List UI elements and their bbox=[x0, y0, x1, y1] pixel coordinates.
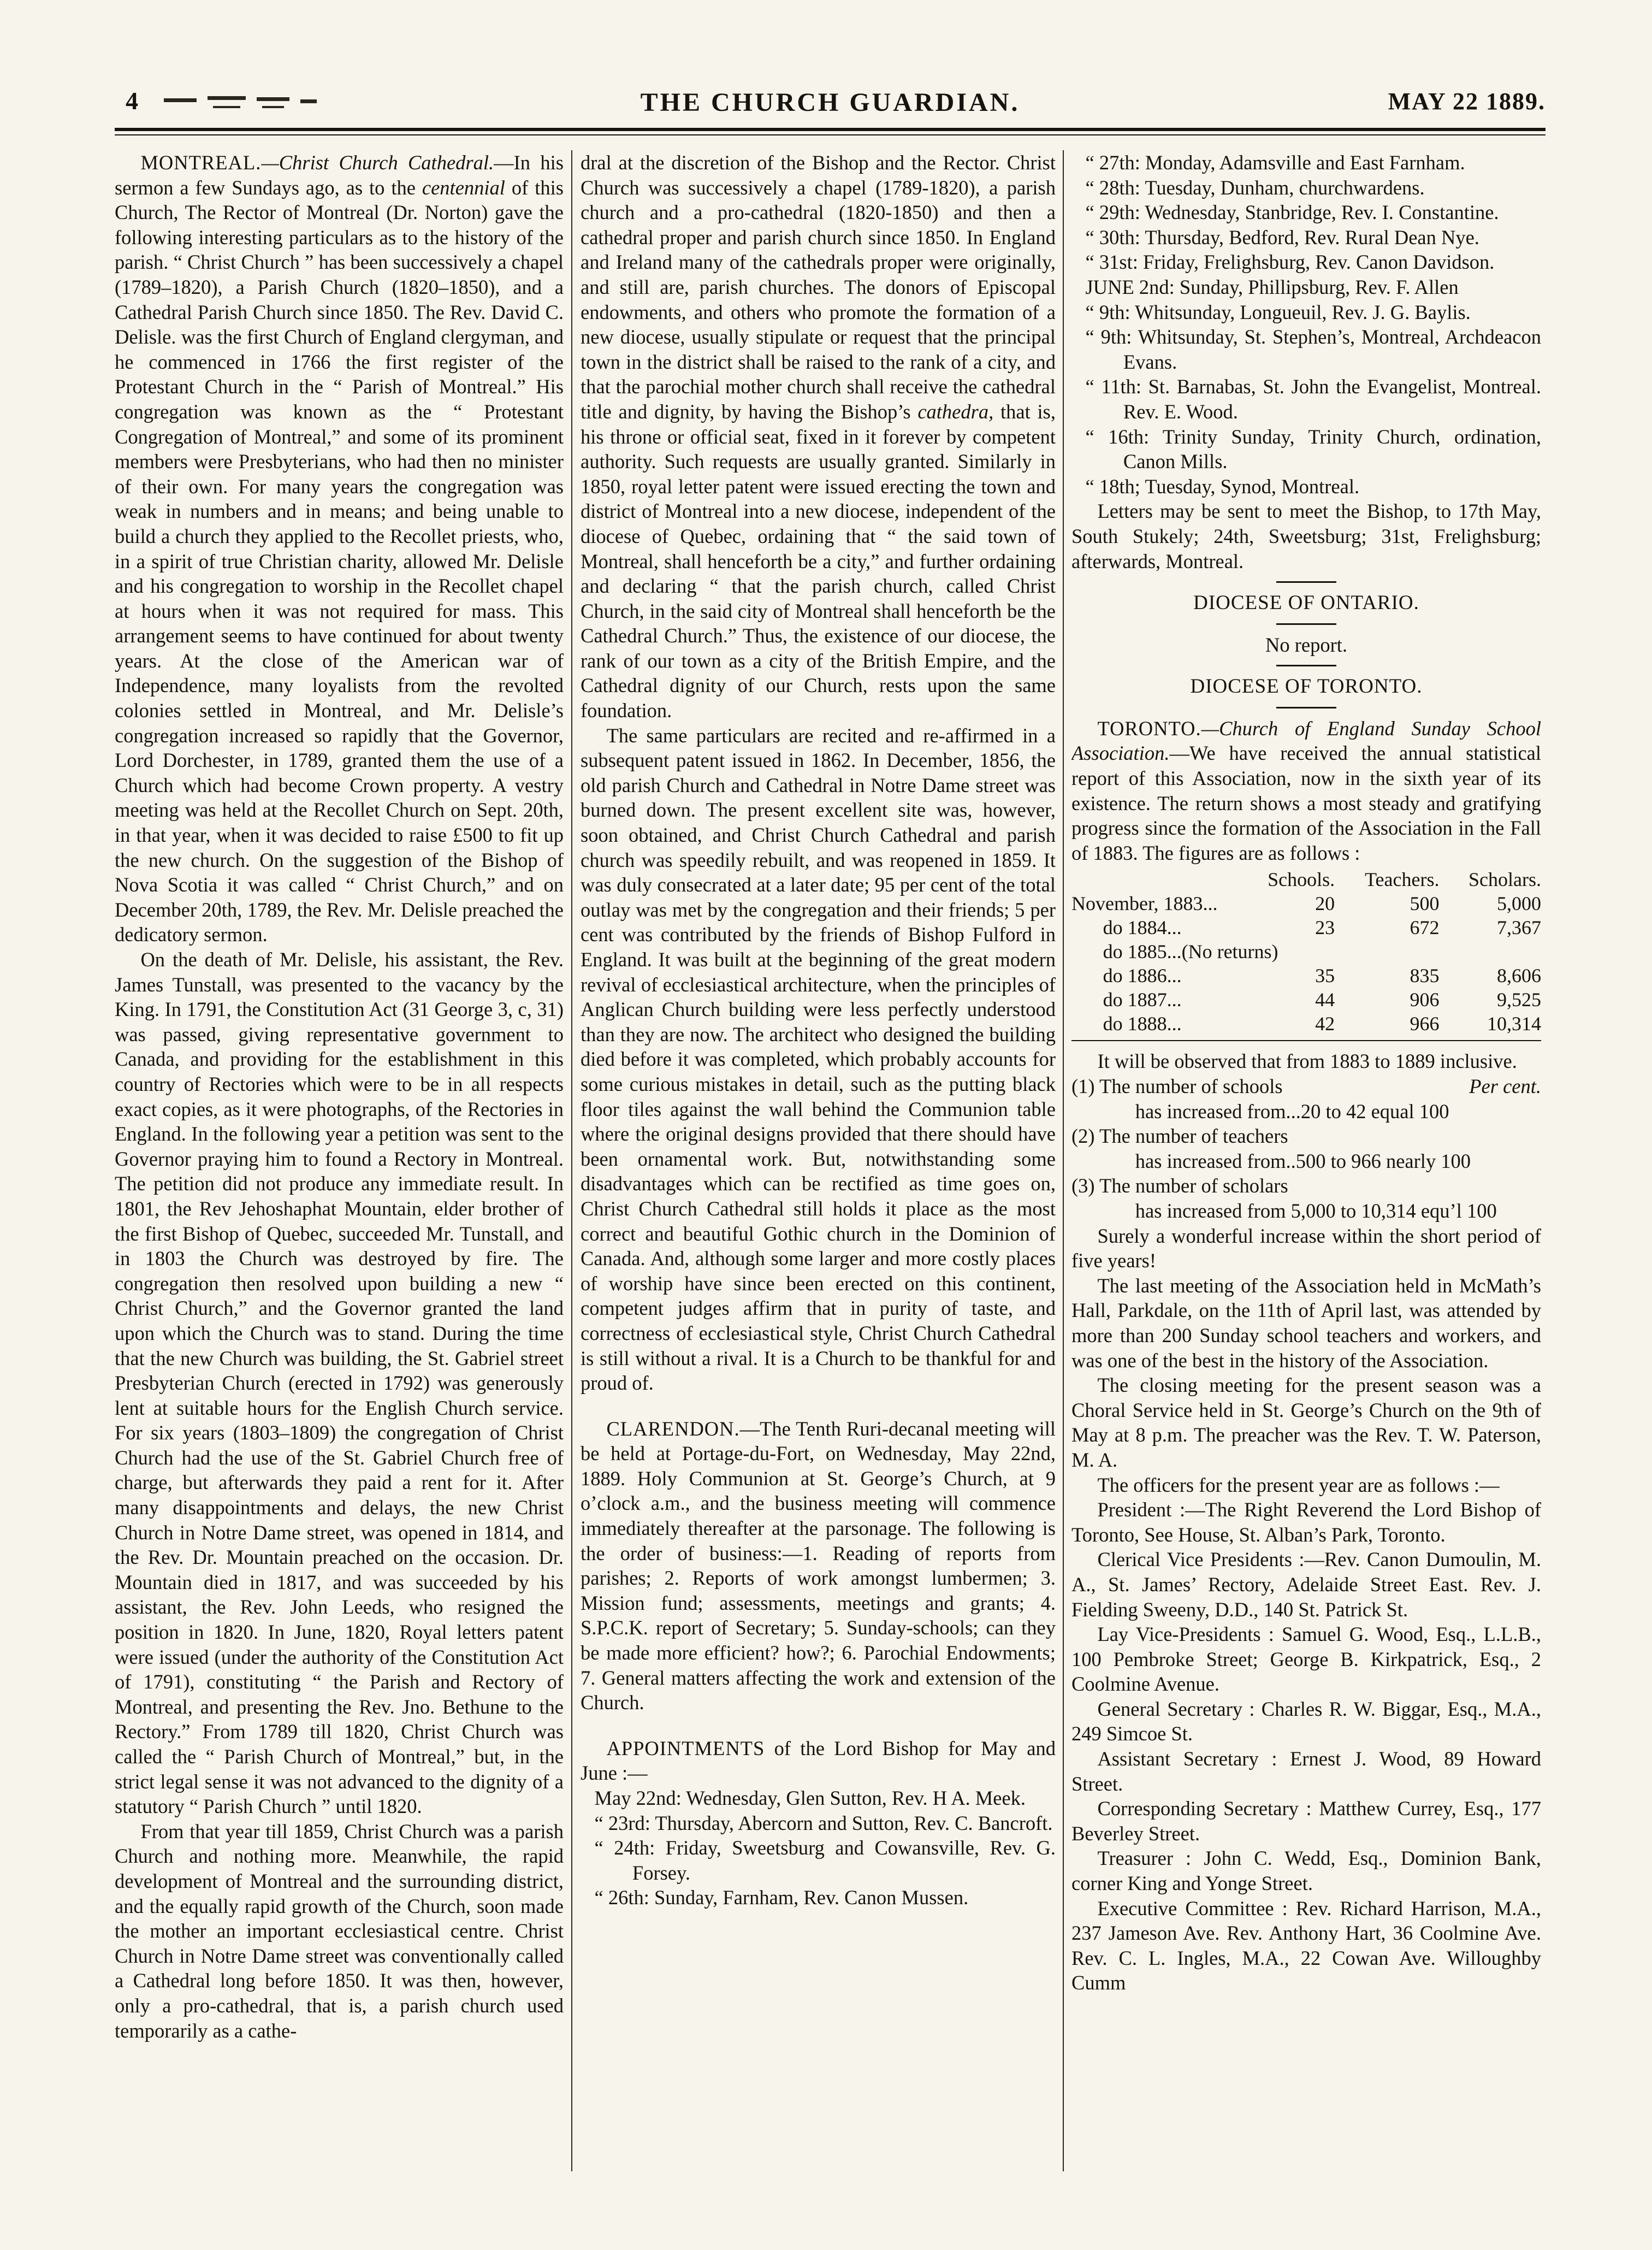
table-row bbox=[1071, 940, 1541, 964]
observed-note: It will be observed that from 1883 to 1889 inclusive. bbox=[1097, 1050, 1517, 1073]
column-divider bbox=[571, 150, 572, 2171]
statistics-table bbox=[1071, 867, 1541, 1036]
officer-item: Executive Committee : Rev. Richard Harrison, M.A., 237 Jameson Ave. Rev. Anthony Hart, 36 Coolmine Ave. Rev. C. L. Ingles, M.A., 22 Cowan Ave. Willoughby Cumm bbox=[1071, 1897, 1541, 1994]
masthead bbox=[115, 82, 1546, 147]
table-cell: 10,314 bbox=[1487, 1013, 1541, 1035]
text-run: —In his sermon a few Sundays ago, as to the bbox=[115, 151, 564, 199]
text-run: of the Lord Bishop for May and June :— bbox=[581, 1737, 1056, 1785]
percent-label: Per cent. bbox=[1469, 1075, 1541, 1098]
table-cell: 966 bbox=[1410, 1013, 1440, 1035]
table-cell: 7,367 bbox=[1497, 917, 1541, 939]
point-detail: has increased from..500 to 966 nearly 100 bbox=[1135, 1149, 1471, 1172]
appointments-intro bbox=[581, 1736, 1056, 1786]
table-cell: do 1884... bbox=[1103, 917, 1182, 939]
appointment-item: JUNE 2nd: Sunday, Phillipsburg, Rev. F. Allen bbox=[1085, 275, 1459, 298]
table-row bbox=[1071, 988, 1541, 1012]
closing-meeting-note: The closing meeting for the present season was a Choral Service held in St. George’s Church on the 9th of May at 8 p.m. The preacher was the Rev. T. W. Paterson, M. A. bbox=[1071, 1374, 1541, 1471]
montreal-article-p2: On the death of Mr. Delisle, his assistant, the Rev. James Tunstall, was presented to the vacancy by the King. In 1791, the Constitution Act (31 George 3, c, 31) was passed, giving representative government to Canada, and providing for the establishment in this country of Rectories which were to be in all respects exact copies, as it were photographs, of the Rectories in England. In the following year a petition was sent to the Governor praying him to found a Rectory in Montreal. The petition did not produce any immediate result. In 1801, the Rev Jehoshaphat Mountain, elder brother of the first Bishop of Quebec, succeeded Mr. Tunstall, and in 1803 the Church was destroyed by fire. The congregation then resolved upon building a new “ Christ Church,” and the Governor granted the land upon which the Church was to stand. During the time that the new Church was building, the St. Gabriel street Presbyterian Church (erected in 1792) was generously lent at suitable hours for the English Church service. For six years (1803–1809) the congregation of Christ Church had the use of the St. Gabriel Church free of charge, but afterwards they paid a rent for it. After many disappointments and delays, the new Christ Church in Notre Dame street, was opened in 1814, and the Rev. Dr. Mountain preached on the occasion. Dr. Mountain died in 1817, and was succeeded by his assistant, the Rev. John Leeds, who resigned the position in 1820. In June, 1820, Royal letters patent were issued (under the authority of the Constitution Act of 1791), constituting “ the Parish and Rectory of Montreal, and presenting the Rev. Jno. Bethune to the Rectory.” From 1789 till 1820, Christ Church was called the “ Parish Church of Montreal,” but, in the strict legal sense it was not advanced to the dignity of a statutory “ Parish Church ” until 1820. bbox=[115, 948, 564, 1818]
montreal-article-p1 bbox=[115, 150, 564, 947]
table-row bbox=[1071, 891, 1541, 916]
montreal-article-p5: The same particulars are recited and re-affirmed in a subsequent patent issued in 1862. In December, 1856, the old parish Church and Cathedral in Notre Dame street was burned down. The present excellent site was, however, soon obtained, and Christ Church Cathedral and parish church was speedily rebuilt, and was reopened in 1859. It was duly consecrated at a later date; 95 per cent of the total outlay was met by the congregation and their friends; 5 per cent was contributed by the friends of Bishop Fulford in England. It was built at the beginning of the great modern revival of ecclesiastical architecture, when the principles of Anglican Church building were less perfectly understood than they are now. The architect who designed the building died before it was completed, which probably accounts for some curious mistakes in detail, such as the putting black floor tiles against the wall behind the Communion table where the original designs provided that there should have been ornamental work. But, notwithstanding some disadvantages which can be rectified as time goes on, Christ Church Cathedral still holds it place as the most correct and beautiful Gothic church in the Dominion of Canada. And, although some larger and more costly places of worship have since been erected on this continent, competent judges affirm that in purity of taste, and correctness of ecclesiastical style, Christ Church Cathedral is still without a rival. It is a Church to be thankful for and proud of. bbox=[581, 724, 1056, 1395]
table-cell: 8,606 bbox=[1497, 965, 1541, 987]
officer-item: Treasurer : John C. Wedd, Esq., Dominion Bank, corner King and Yonge Street. bbox=[1071, 1847, 1541, 1895]
point-detail: has increased from 5,000 to 10,314 equ’l 100 bbox=[1135, 1200, 1497, 1222]
table-cell: 35 bbox=[1315, 965, 1335, 987]
masthead-rule-thin bbox=[115, 134, 1546, 135]
appointments-heading: APPOINTMENTS bbox=[606, 1737, 765, 1759]
officer-item: Lay Vice-Presidents : Samuel G. Wood, Esq., L.L.B., 100 Pembroke Street; George B. Kirkpatrick, Esq., 2 Coolmine Avenue. bbox=[1071, 1623, 1541, 1696]
issue-date: MAY 22 1889. bbox=[1388, 88, 1546, 115]
table-header: Schools. bbox=[1268, 869, 1335, 891]
table-cell: do 1885...(No returns) bbox=[1103, 941, 1278, 963]
letters-note: Letters may be sent to meet the Bishop, to 17th May, South Stukely; 24th, Sweetsburg; 31st, Frelighsburg; afterwards, Montreal. bbox=[1071, 500, 1541, 572]
montreal-article-p3: From that year till 1859, Christ Church was a parish Church and nothing more. Meanwhile, the rapid development of Montreal and the surrounding district, and the equally rapid growth of the Church, soon made the mother an important ecclesiastical centre. Christ Church in Notre Dame street was conventionally called a Cathedral long before 1850. It was then, however, only a pro-cathedral, that is, a parish church used temporarily as a cathe- bbox=[115, 1820, 564, 2042]
table-cell: 42 bbox=[1315, 1013, 1335, 1035]
point-label: (1) The number of schools bbox=[1071, 1075, 1283, 1098]
appointment-item: “ 28th: Tuesday, Dunham, churchwardens. bbox=[1085, 176, 1425, 199]
point-label: (2) The number of teachers bbox=[1071, 1125, 1288, 1148]
appointment-item: “ 31st: Friday, Frelighsburg, Rev. Canon Davidson. bbox=[1085, 251, 1495, 274]
toronto-lead: TORONTO. bbox=[1097, 717, 1201, 740]
table-cell: November, 1883... bbox=[1071, 893, 1218, 915]
section-rule bbox=[1276, 665, 1336, 666]
appointment-item: “ 27th: Monday, Adamsville and East Farnham. bbox=[1085, 151, 1465, 174]
column-divider bbox=[1063, 150, 1064, 2171]
table-header-row bbox=[1071, 867, 1541, 891]
table-cell: do 1886... bbox=[1103, 965, 1182, 987]
officer-item: Corresponding Secretary : Matthew Currey, Esq., 177 Beverley Street. bbox=[1071, 1797, 1541, 1845]
montreal-subheading: —Christ Church Cathedral. bbox=[261, 151, 494, 174]
text-run: that is, his throne or official seat, fixed in it forever by competent authority. Such requests are usually granted. Similarly in 1850, royal letter patent were issued erecting the town and district of Montreal into a new diocese, independent of the diocese of Quebec, ordaining that “ the said town of Montreal, shall henceforth be a city,” and further ordaining and declaring “ that the parish church, called Christ Church, in the said city of Montreal shall henceforth be the Cathedral Church.” Thus, the existence of our diocese, the rank of our town as a city of the British Empire, and the Cathedral dignity of our Church, rests upon the same foundation. bbox=[581, 400, 1056, 722]
ontario-heading: DIOCESE OF ONTARIO. bbox=[1193, 592, 1419, 615]
appointment-item: “ 18th; Tuesday, Synod, Montreal. bbox=[1085, 475, 1360, 498]
table-cell: do 1887... bbox=[1103, 989, 1182, 1011]
page-number: 4 bbox=[126, 87, 138, 115]
section-rule bbox=[1276, 623, 1336, 625]
toronto-heading: DIOCESE OF TORONTO. bbox=[1190, 675, 1423, 698]
appointment-item: “ 30th: Thursday, Bedford, Rev. Rural Dean Nye. bbox=[1085, 226, 1479, 249]
section-rule bbox=[1276, 581, 1336, 583]
appointment-item: “ 24th: Friday, Sweetsburg and Cowansville, Rev. G. Forsey. bbox=[594, 1836, 1056, 1884]
text-run-italic: centennial bbox=[422, 176, 505, 199]
ontario-note: No report. bbox=[1265, 633, 1347, 656]
appointment-item: “ 11th: St. Barnabas, St. John the Evangelist, Montreal. Rev. E. Wood. bbox=[1085, 375, 1541, 423]
table-cell: 906 bbox=[1410, 989, 1440, 1011]
point-label: (3) The number of scholars bbox=[1071, 1174, 1288, 1197]
table-cell: 500 bbox=[1410, 893, 1440, 915]
appointment-item: May 22nd: Wednesday, Glen Sutton, Rev. H A. Meek. bbox=[594, 1787, 1026, 1809]
table-cell: 835 bbox=[1410, 965, 1440, 987]
table-cell: 9,525 bbox=[1497, 989, 1541, 1011]
table-row bbox=[1071, 916, 1541, 940]
clarendon-article bbox=[581, 1416, 1056, 1715]
appointment-item: “ 16th: Trinity Sunday, Trinity Church, ordination, Canon Mills. bbox=[1085, 425, 1541, 473]
appointment-item: “ 23rd: Thursday, Abercorn and Sutton, Rev. C. Bancroft. bbox=[594, 1811, 1053, 1834]
table-cell: 672 bbox=[1410, 917, 1440, 939]
appointment-item: “ 29th: Wednesday, Stanbridge, Rev. I. Constantine. bbox=[1085, 201, 1499, 224]
table-row bbox=[1071, 964, 1541, 988]
table-cell: 23 bbox=[1315, 917, 1335, 939]
table-header: Scholars. bbox=[1469, 869, 1541, 891]
text-run: —The Tenth Ruri-decanal meeting will be held at Portage-du-Fort, on Wednesday, May 22nd, 1889. Holy Communion at St. George’s Church, at 9 o’clock a.m., and the business meeting will commence immediately thereafter at the parsonage. The following is the order of business:—1. Reading of reports from parishes; 2. Reports of work amongst lumbermen; 3. Mission fund; assessments, meetings and grants; 4. S.P.C.K. report of Secretary; 5. Sunday-schools; can they be made more efficient? how?; 6. Parochial Endowments; 7. General matters affecting the work and extension of the Church. bbox=[581, 1417, 1056, 1714]
table-cell: 20 bbox=[1315, 893, 1335, 915]
text-run: of this Church, The Rector of Montreal (Dr. Norton) gave the following interesting particulars as to the history of the parish. “ Christ Church ” has been successively a chapel (1789–1820), a Parish Church (1820–1850), and a Cathedral Parish Church since 1850. The Rev. David C. Delisle. was the first Church of England clergyman, and he commenced in 1766 the first register of the Protestant Church in the “ Parish of Montreal.” His congregation was known as the “ Protestant Congregation of Montreal,” and some of its prominent members were Presbyterians, who had then no minister of their own. For many years the congregation was weak in numbers and in means; and being unable to build a church they applied to the Recollet priests, who, in a spirit of true Christian charity, allowed Mr. Delisle and his congregation to worship in the Recollet chapel at hours when it was not required for mass. This arrangement seems to have continued for about twenty years. At the close of the American war of Independence, many loyalists from the revolted colonies settled in Montreal, and Mr. Delisle’s congregation increased so rapidly that the Governor, Lord Dorchester, in 1789, granted them the use of a Church which had become Crown property. A vestry meeting was held at the Recollet Church on Sept. 20th, in that year, when it was decided to raise £500 to fit up the new church. On the suggestion of the Bishop of Nova Scotia it was called “ Christ Church,” and on December 20th, 1789, the Rev. Mr. Delisle preached the dedicatory sermon. bbox=[115, 176, 564, 946]
table-rule bbox=[1071, 1040, 1541, 1041]
paper-title: THE CHURCH GUARDIAN. bbox=[640, 88, 1020, 117]
toronto-article-p1 bbox=[1071, 716, 1541, 866]
toronto-subheading: —Church of England Sunday School Association. bbox=[1071, 717, 1541, 765]
surely-note: Surely a wonderful increase within the short period of five years! bbox=[1071, 1224, 1541, 1272]
officer-item: President :—The Right Reverend the Lord Bishop of Toronto, See House, St. Alban’s Park, Toronto. bbox=[1071, 1498, 1541, 1546]
officers-intro: The officers for the present year are as follows :— bbox=[1097, 1473, 1500, 1496]
section-rule bbox=[1276, 707, 1336, 708]
text-run: —We have received the annual statistical report of this Association, now in the sixth year of its existence. The return shows a most steady and gratifying progress since the formation of the Association in the Fall of 1883. The figures are as follows : bbox=[1071, 742, 1541, 864]
percent-row bbox=[1071, 1074, 1541, 1099]
point-detail: has increased from...20 to 42 equal 100 bbox=[1135, 1100, 1449, 1123]
table-cell: 5,000 bbox=[1497, 893, 1541, 915]
officer-item: Assistant Secretary : Ernest J. Wood, 89 Howard Street. bbox=[1071, 1747, 1541, 1795]
officer-item: Clerical Vice Presidents :—Rev. Canon Dumoulin, M. A., St. James’ Rectory, Adelaide Street East. Rev. J. Fielding Sweeny, D.D., 140 St. Patrick St. bbox=[1071, 1548, 1541, 1621]
montreal-heading: MONTREAL. bbox=[140, 151, 262, 174]
column-2 bbox=[581, 150, 1056, 2182]
clarendon-heading: CLARENDON. bbox=[606, 1417, 740, 1440]
table-cell: do 1888... bbox=[1103, 1013, 1182, 1035]
column-3 bbox=[1071, 150, 1541, 2182]
text-run-italic: cathedra, bbox=[917, 400, 994, 423]
officer-item: General Secretary : Charles R. W. Biggar, Esq., M.A., 249 Simcoe St. bbox=[1071, 1697, 1541, 1745]
column-1 bbox=[115, 150, 564, 2182]
table-header: Teachers. bbox=[1365, 869, 1440, 891]
last-meeting-note: The last meeting of the Association held in McMath’s Hall, Parkdale, on the 11th of April last, was attended by more than 200 Sunday school teachers and workers, and was one of the best in the history of the Association. bbox=[1071, 1274, 1541, 1372]
text-run: dral at the discretion of the Bishop and the Rector. Christ Church was successively a chapel (1789-1820), a parish church and a pro-cathedral (1820-1850) and then a cathedral proper and parish church since 1850. In England and Ireland many of the cathedrals proper were originally, and still are, parish churches. The donors of Episcopal endowments, and others who promote the formation of a new diocese, usually stipulate or request that the principal town in the district shall be raised to the rank of a city, and that the parochial mother church shall receive the cathedral title and dignity, by having the Bishop’s bbox=[581, 151, 1056, 423]
appointment-item: “ 9th: Whitsunday, St. Stephen’s, Montreal, Archdeacon Evans. bbox=[1085, 326, 1541, 373]
appointment-item: “ 9th: Whitsunday, Longueuil, Rev. J. G. Baylis. bbox=[1085, 300, 1471, 323]
table-row bbox=[1071, 1012, 1541, 1036]
appointment-item: “ 26th: Sunday, Farnham, Rev. Canon Mussen. bbox=[594, 1886, 969, 1909]
masthead-rule bbox=[115, 128, 1546, 131]
montreal-article-p4 bbox=[581, 150, 1056, 723]
table-cell: 44 bbox=[1315, 989, 1335, 1011]
